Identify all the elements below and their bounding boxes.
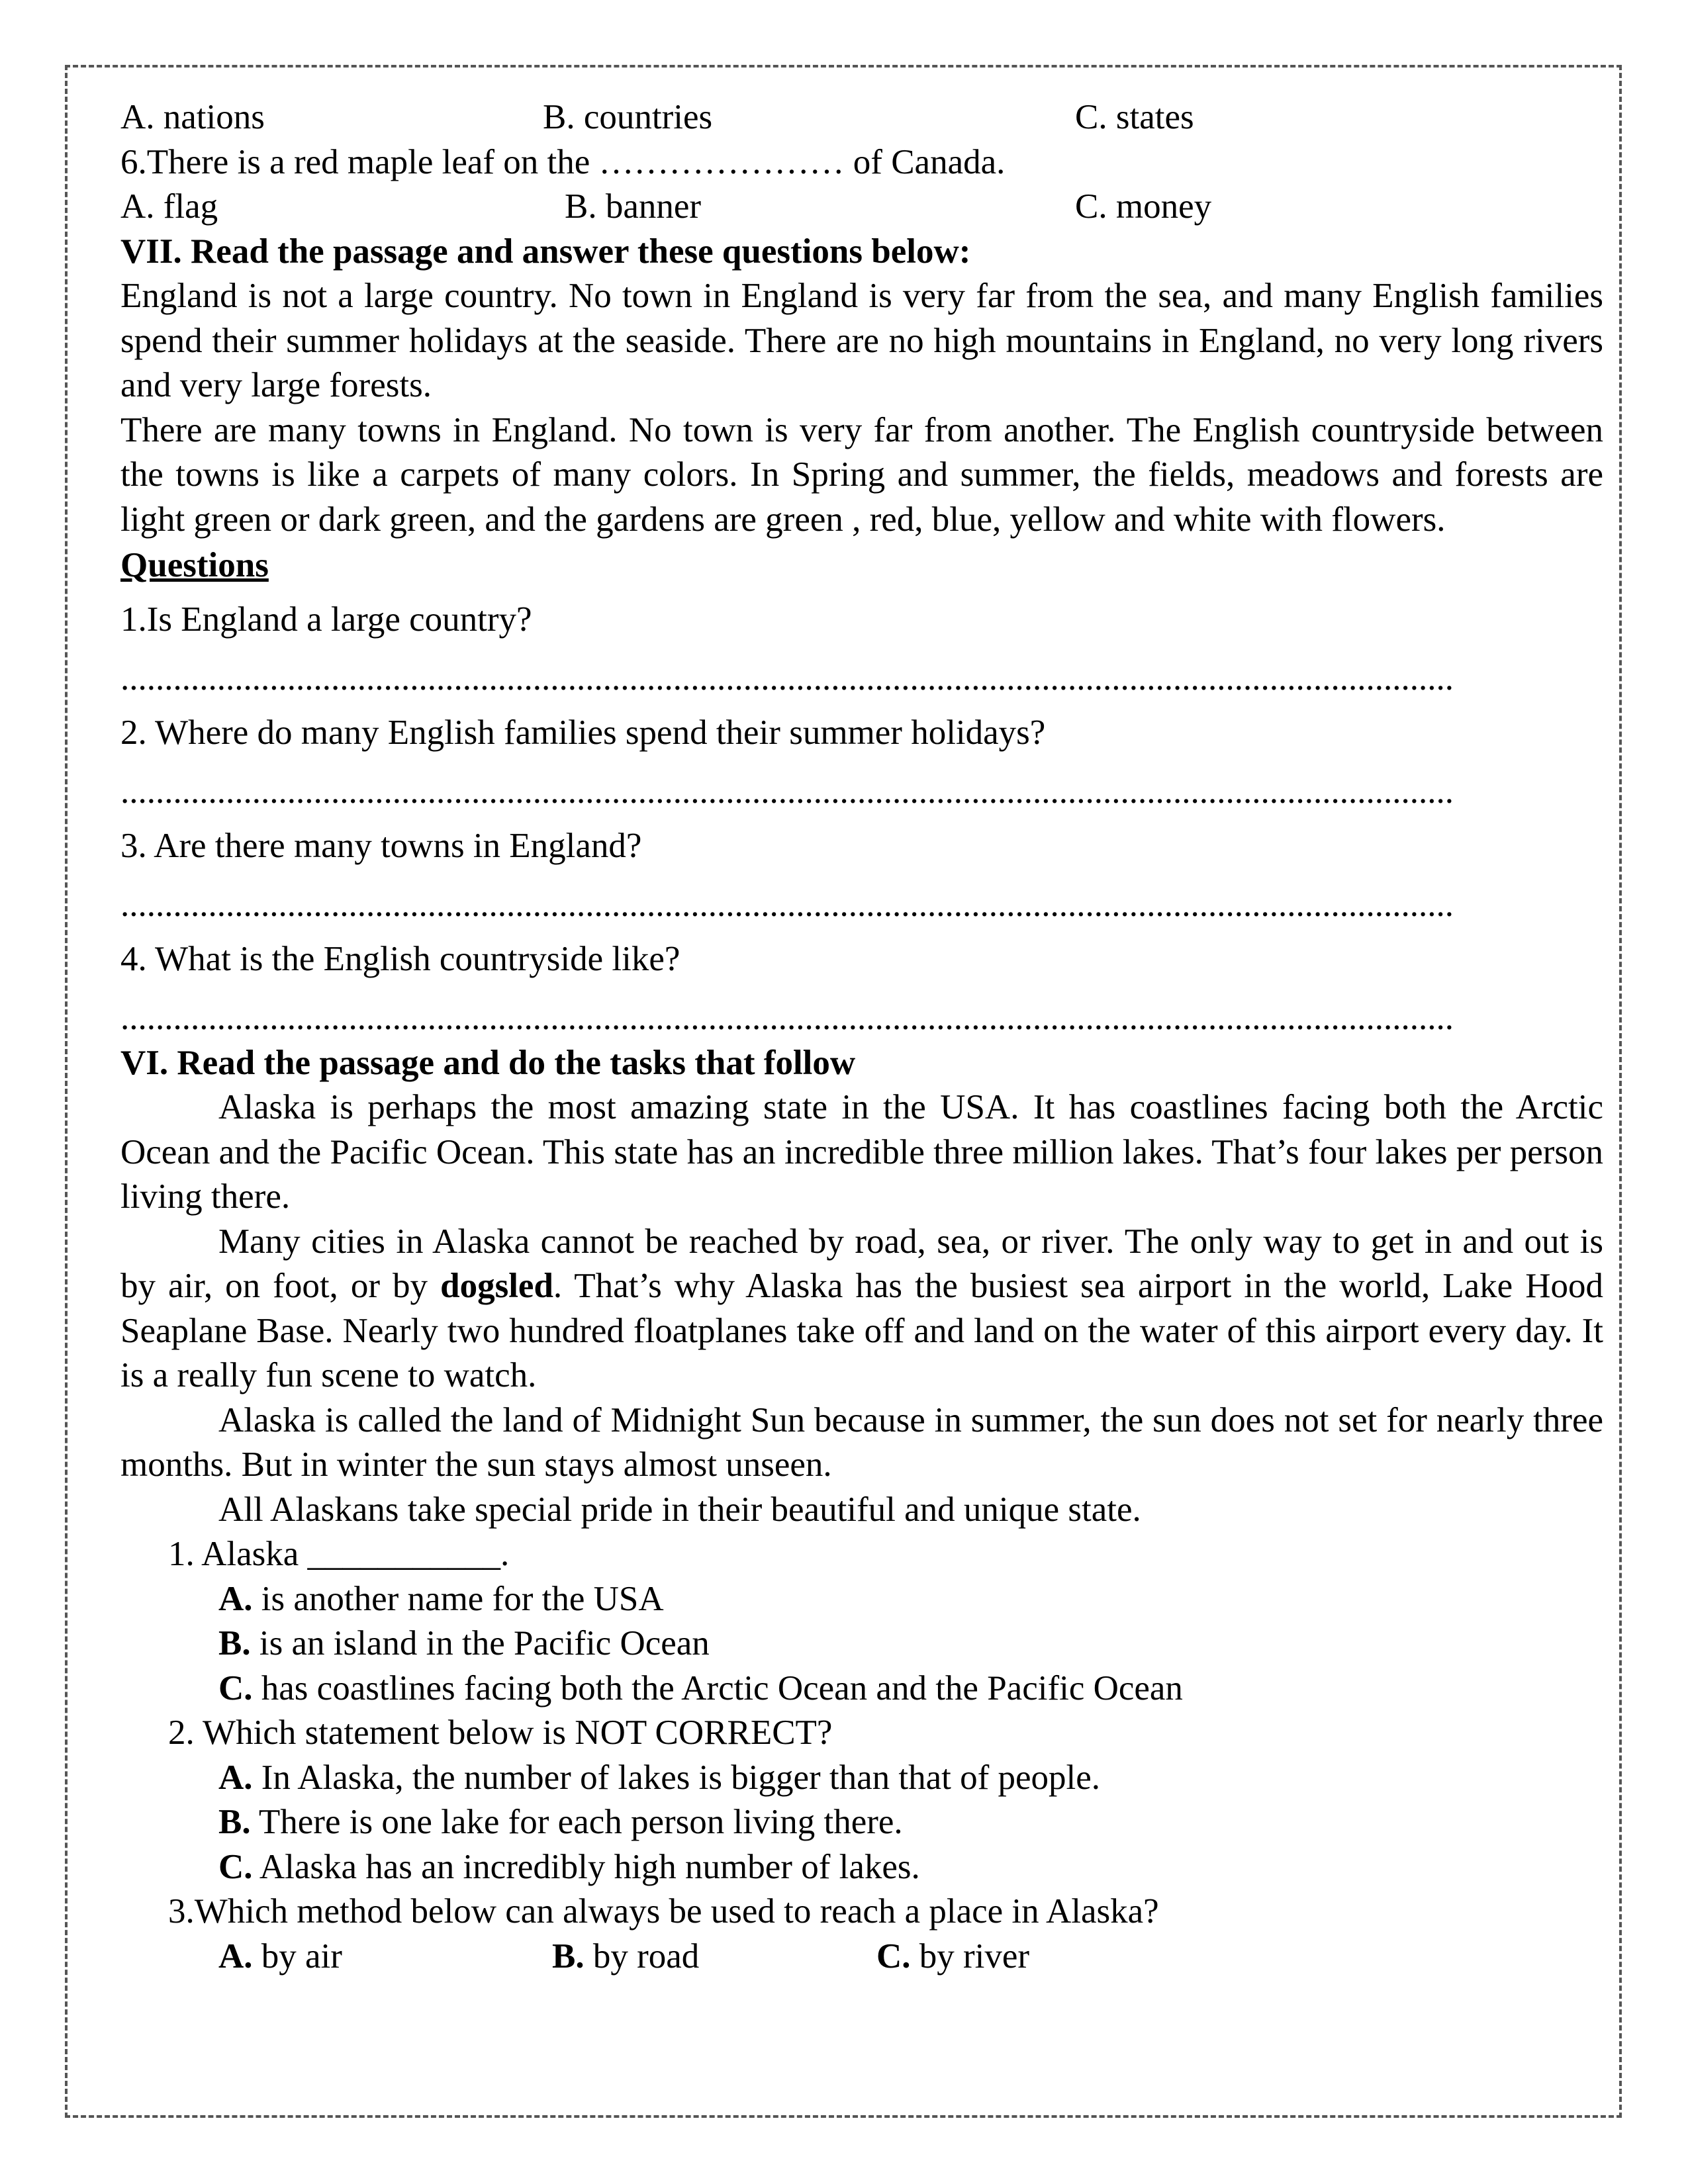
q6-question: 6.There is a red maple leaf on the ………………… of Canada. [120, 142, 1006, 181]
option-text: by river [910, 1936, 1030, 1976]
alaska-q3-option-b [552, 1934, 699, 1979]
question-2: 2. Where do many English families spend their summer holidays? [120, 713, 1046, 752]
q6-option-c: C. money [1075, 187, 1212, 226]
option-letter: B. [218, 1624, 251, 1662]
q6-option-a: A. flag [120, 187, 218, 226]
option-text: by air [252, 1936, 342, 1976]
worksheet-page [120, 95, 1603, 1979]
option-text: There is one lake for each person living there. [250, 1803, 903, 1841]
q6-option-b: B. banner [565, 187, 702, 226]
alaska-paragraph-1: Alaska is perhaps the most amazing state in the USA. It has coastlines facing both the Arctic Ocean and the Pacific Ocean. This state has an incredible three million lakes. That’s four lakes per person living there. [120, 1088, 1603, 1216]
answer-line-1: ........................................................................................................................................................ [120, 659, 1454, 698]
alaska-q1-option-a [120, 1577, 1603, 1622]
option-text: Alaska has an incredibly high number of lakes. [252, 1847, 920, 1886]
option-text: In Alaska, the number of lakes is bigger than that of people. [252, 1758, 1101, 1797]
alaska-q3-option-a [218, 1934, 342, 1979]
alaska-question-1: 1. Alaska ___________. [168, 1535, 510, 1573]
alaska-paragraph-3: Alaska is called the land of Midnight Sun because in summer, the sun does not set for nearly three months. But in winter the sun stays almost unseen. [120, 1400, 1603, 1484]
alaska-q1-option-c [120, 1666, 1603, 1711]
alaska-paragraph-2 [120, 1220, 1603, 1398]
q5-option-c: C. states [1075, 98, 1194, 136]
q5-option-a: A. nations [120, 98, 265, 136]
section-6-heading: VI. Read the passage and do the tasks that follow [120, 1043, 856, 1082]
option-text: by road [584, 1936, 700, 1976]
option-letter: A. [218, 1936, 253, 1976]
question-4: 4. What is the English countryside like? [120, 939, 680, 978]
alaska-q1-option-b [120, 1621, 1603, 1666]
answer-line-2: ........................................................................................................................................................ [120, 772, 1454, 811]
option-letter: B. [552, 1936, 585, 1976]
alaska-q2-option-b [120, 1800, 1603, 1845]
option-text: has coastlines facing both the Arctic Ocean and the Pacific Ocean [252, 1668, 1183, 1707]
option-letter: C. [218, 1847, 253, 1886]
england-paragraph-1: England is not a large country. No town in England is very far from the sea, and many English families spend their summer holidays at the seaside. There are no high mountains in England, no very long rivers and very large forests. [120, 277, 1603, 404]
option-text: is an island in the Pacific Ocean [250, 1624, 710, 1662]
answer-line-3: ........................................................................................................................................................ [120, 886, 1454, 924]
q6-options-row [120, 185, 1603, 230]
dogsled-bold: dogsled [440, 1267, 553, 1305]
option-text: is another name for the USA [252, 1579, 664, 1618]
alaska-q3-option-c [876, 1934, 1029, 1979]
england-paragraph-2: There are many towns in England. No town is very far from another. The English countryside between the towns is like a carpets of many colors. In Spring and summer, the fields, meadows and forests are light green or dark green, and the gardens are green , red, blue, yellow and white with flowers. [120, 410, 1603, 539]
questions-title: Questions [120, 546, 269, 584]
alaska-paragraph-2-end: . That’s why Alaska has the busiest sea airport in the world, Lake Hood Seaplane Base. Nearly two hundred floatplanes take off and land on the water of this airport every day. It is a really fun scene to watch. [120, 1267, 1603, 1394]
section-7-heading: VII. Read the passage and answer these questions below: [120, 232, 971, 271]
answer-line-4: ........................................................................................................................................................ [120, 999, 1454, 1037]
question-1: 1.Is England a large country? [120, 600, 532, 639]
option-letter: A. [218, 1579, 253, 1618]
question-3: 3. Are there many towns in England? [120, 826, 642, 865]
q5-option-b: B. countries [543, 98, 713, 136]
option-letter: B. [218, 1803, 251, 1841]
alaska-question-2: 2. Which statement below is NOT CORRECT? [168, 1713, 833, 1752]
alaska-q3-options-row [120, 1934, 1603, 1979]
alaska-paragraph-4: All Alaskans take special pride in their beautiful and unique state. [218, 1490, 1141, 1529]
q5-options-row [120, 95, 1603, 140]
alaska-question-3: 3.Which method below can always be used to reach a place in Alaska? [168, 1892, 1159, 1931]
option-letter: C. [218, 1668, 253, 1707]
alaska-q2-option-c [120, 1845, 1603, 1890]
option-letter: C. [876, 1936, 911, 1976]
alaska-q2-option-a [120, 1756, 1603, 1801]
option-letter: A. [218, 1758, 253, 1797]
alaska-paragraph-2-start: Many cities in Alaska cannot be reached by road, sea, or river. The only way to get in and out is by air, on foot, or by [120, 1222, 1603, 1305]
